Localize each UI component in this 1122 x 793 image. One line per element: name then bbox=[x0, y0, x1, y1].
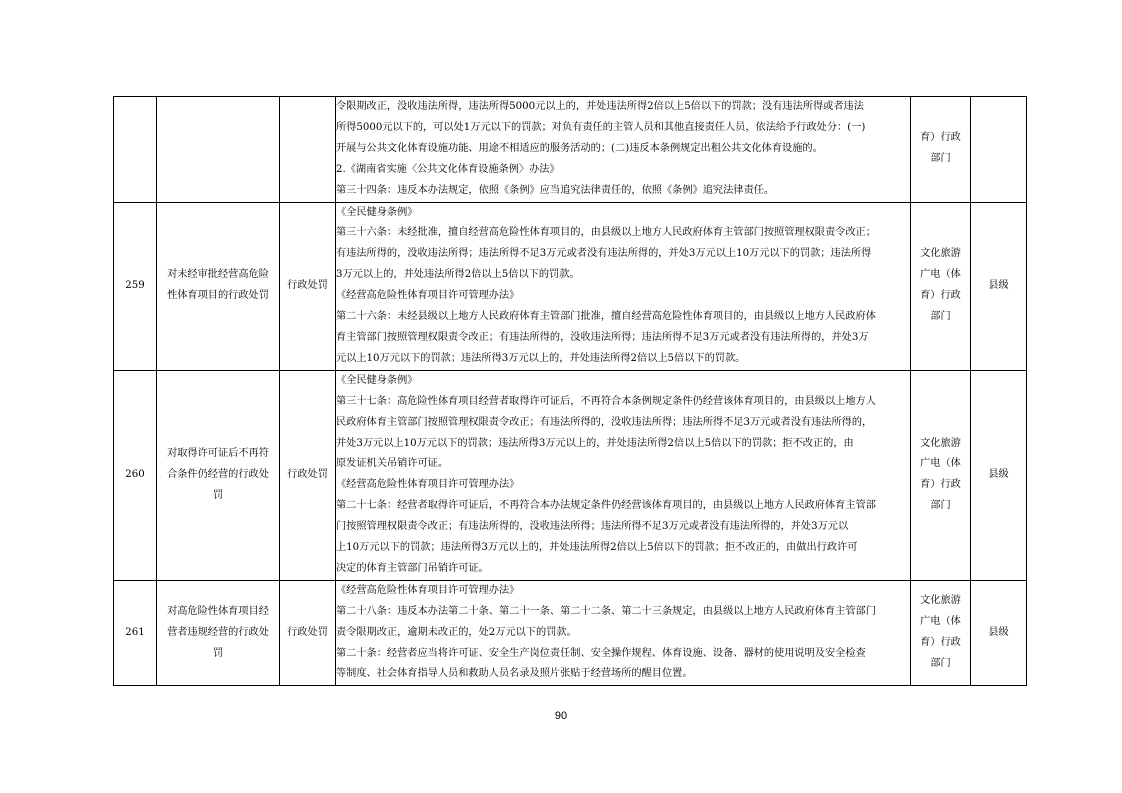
basis-line: 令限期改正，没收违法所得，违法所得5000元以上的，并处违法所得2倍以上5倍以下的罚款；没有违法所得或者违法 bbox=[336, 101, 864, 112]
basis-line: 第二十八条：违反本办法第二十条、第二十一条、第二十二条、第二十三条规定，由县级以上地方人民政府体育主管部门 bbox=[336, 605, 876, 617]
item-name: 对高危险性体育项目经 营者违规经营的行政处 罚 bbox=[157, 580, 280, 686]
basis-line: 《经营高危险性体育项目许可管理办法》 bbox=[336, 290, 520, 302]
item-category: 行政处罚 bbox=[280, 370, 336, 580]
responsible-department: 文化旅游 广电（体 育）行政 部门 bbox=[911, 202, 971, 370]
item-number: 259 bbox=[114, 202, 157, 370]
item-category: 行政处罚 bbox=[280, 202, 336, 370]
basis-line: 第二十六条：未经县级以上地方人民政府体育主管部门批准，擅自经营高危险性体育项目的，由县级以上地方人民政府体 bbox=[336, 311, 876, 323]
basis-line: 第三十六条：未经批准，擅自经营高危险性体育项目的，由县级以上地方人民政府体育主管部门按照管理权限责令改正； bbox=[336, 227, 876, 239]
basis-line: 《全民健身条例》 bbox=[336, 206, 418, 218]
item-number bbox=[114, 97, 157, 203]
jurisdiction-level bbox=[971, 97, 1027, 203]
basis-line: 2.《湖南省实施〈公共文化体育设施条例〉办法》 bbox=[336, 163, 560, 175]
basis-line: 《全民健身条例》 bbox=[336, 374, 418, 386]
basis-line: 育主管部门按照管理权限责令改正；有违法所得的，没收违法所得；违法所得不足3万元或者没有违法所得的，并处3万 bbox=[336, 331, 869, 343]
basis-line: 有违法所得的，没收违法所得；违法所得不足3万元或者没有违法所得的，并处3万元以上10万元以下的罚款；违法所得 bbox=[336, 248, 872, 260]
legal-basis bbox=[336, 202, 911, 370]
basis-line: 《经营高危险性体育项目许可管理办法》 bbox=[336, 479, 520, 491]
legal-basis bbox=[336, 370, 911, 580]
basis-line: 上10万元以下的罚款；违法所得3万元以上的，并处违法所得2倍以上5倍以下的罚款；拒不改正的，由做出行政许可 bbox=[336, 542, 858, 554]
basis-line: 所得5000元以下的，可以处1万元以下的罚款；对负有责任的主管人员和其他直接责任人员，依法给予行政处分：(一) bbox=[336, 121, 866, 133]
table-row bbox=[114, 580, 1027, 686]
page-number: 90 bbox=[554, 710, 568, 722]
responsible-department: 文化旅游 广电（体 育）行政 部门 bbox=[911, 370, 971, 580]
responsible-department: 育）行政 部门 bbox=[911, 97, 971, 203]
jurisdiction-level: 县级 bbox=[971, 370, 1027, 580]
basis-line: 3万元以上的，并处违法所得2倍以上5倍以下的罚款。 bbox=[336, 269, 580, 281]
basis-line: 民政府体育主管部门按照管理权限责令改正；有违法所得的，没收违法所得；违法所得不足3万元或者没有违法所得的， bbox=[336, 416, 873, 428]
item-name: 对取得许可证后不再符 合条件仍经营的行政处 罚 bbox=[157, 370, 280, 580]
basis-line: 元以上10万元以下的罚款；违法所得3万元以上的，并处违法所得2倍以上5倍以下的罚款。 bbox=[336, 352, 746, 364]
basis-line: 等制度、社会体育指导人员和救助人员名录及照片张贴于经营场所的醒目位置。 bbox=[336, 668, 693, 680]
legal-basis bbox=[336, 580, 911, 686]
table-body bbox=[114, 97, 1027, 686]
basis-line: 并处3万元以上10万元以下的罚款；违法所得3万元以上的，并处违法所得2倍以上5倍以下的罚款；拒不改正的，由 bbox=[336, 437, 854, 449]
basis-line: 《经营高危险性体育项目许可管理办法》 bbox=[336, 584, 520, 596]
jurisdiction-level: 县级 bbox=[971, 202, 1027, 370]
item-number: 261 bbox=[114, 580, 157, 686]
item-name bbox=[157, 97, 280, 203]
item-category: 行政处罚 bbox=[280, 580, 336, 686]
basis-line: 门按照管理权限责令改正；有违法所得的，没收违法所得；违法所得不足3万元或者没有违法所得的，并处3万元以 bbox=[336, 521, 849, 533]
legal-basis bbox=[336, 97, 911, 203]
responsible-department: 文化旅游 广电（体 育）行政 部门 bbox=[911, 580, 971, 686]
item-category bbox=[280, 97, 336, 203]
basis-line: 责令限期改正，逾期未改正的，处2万元以下的罚款。 bbox=[336, 626, 577, 638]
table-row bbox=[114, 370, 1027, 580]
jurisdiction-level: 县级 bbox=[971, 580, 1027, 686]
enforcement-items-table bbox=[113, 96, 1027, 686]
item-number: 260 bbox=[114, 370, 157, 580]
table-row bbox=[114, 202, 1027, 370]
basis-line: 原发证机关吊销许可证。 bbox=[336, 458, 449, 470]
basis-line: 决定的体育主管部门吊销许可证。 bbox=[336, 562, 489, 574]
basis-line: 第二十七条：经营者取得许可证后，不再符合本办法规定条件仍经营该体育项目的，由县级以上地方人民政府体育主管部 bbox=[336, 500, 876, 512]
basis-line: 第三十四条：违反本办法规定，依照《条例》应当追究法律责任的，依照《条例》追究法律责任。 bbox=[336, 184, 775, 196]
table-row bbox=[114, 97, 1027, 203]
item-name: 对未经审批经营高危险 性体育项目的行政处罚 bbox=[157, 202, 280, 370]
basis-line: 第三十七条：高危险性体育项目经营者取得许可证后，不再符合本条例规定条件仍经营该体育项目的，由县级以上地方人 bbox=[336, 395, 876, 407]
basis-line: 开展与公共文化体育设施功能、用途不相适应的服务活动的；(二)违反本条例规定出租公共文化体育设施的。 bbox=[336, 142, 823, 154]
basis-line: 第二十条：经营者应当将许可证、安全生产岗位责任制、安全操作规程、体育设施、设备、器材的使用说明及安全检查 bbox=[336, 647, 866, 659]
